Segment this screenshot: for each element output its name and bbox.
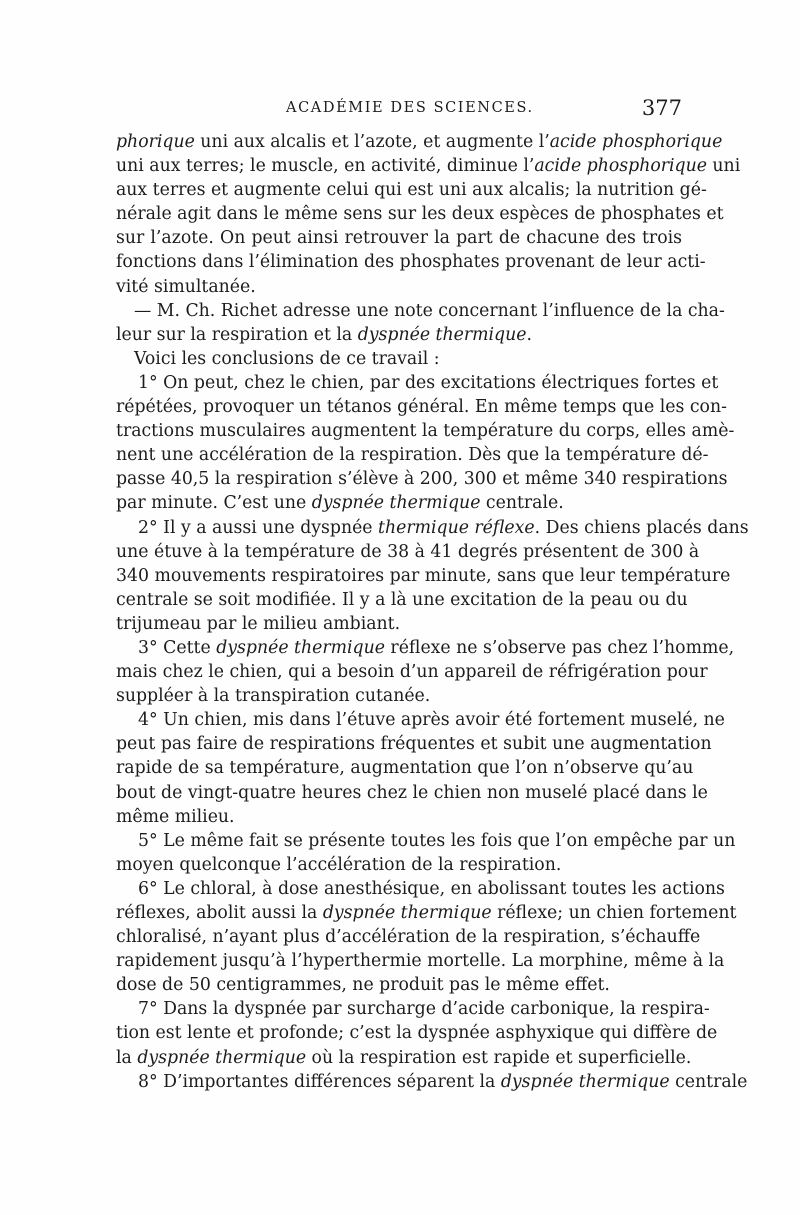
text-line: tion est lente et profonde; c’est la dyspnée asphyxique qui diffère de xyxy=(116,1023,718,1044)
text-line: tractions musculaires augmentent la température du corps, elles amè- xyxy=(116,421,735,442)
text-line: moyen quelconque l’accélération de la respiration. xyxy=(116,854,562,875)
text-line: réflexes, abolit aussi la dyspnée thermique réflexe; un chien fortement xyxy=(116,903,737,923)
text-line: 2° Il y a aussi une dyspnée thermique réflexe. Des chiens placés dans xyxy=(138,517,749,538)
running-title: ACADÉMIE DES SCIENCES. xyxy=(286,100,534,116)
text-line: 8° D’importantes différences séparent la dyspnée thermique centrale xyxy=(138,1071,748,1092)
text-line: passe 40,5 la respiration s’élève à 200, 300 et même 340 respirations xyxy=(116,469,728,490)
text-line: 1° On peut, chez le chien, par des excitations électriques fortes et xyxy=(138,372,719,393)
text-line: rapide de sa température, augmentation que l’on n’observe qu’au xyxy=(116,758,694,779)
text-line: nent une accélération de la respiration. Dès que la température dé- xyxy=(116,445,709,466)
text-line: suppléer à la transpiration cutanée. xyxy=(116,686,431,707)
text-line: trijumeau par le milieu ambiant. xyxy=(116,613,401,634)
text-line: 6° Le chloral, à dose anesthésique, en abolissant toutes les actions xyxy=(138,878,725,899)
text-line: 3° Cette dyspnée thermique réflexe ne s’observe pas chez l’homme, xyxy=(138,637,735,658)
text-line: 5° Le même fait se présente toutes les fois que l’on empêche par un xyxy=(138,830,736,851)
text-line: vité simultanée. xyxy=(116,276,256,297)
text-line: la dyspnée thermique où la respiration est rapide et superficielle. xyxy=(116,1047,692,1068)
text-line: 7° Dans la dyspnée par surcharge d’acide carbonique, la respira- xyxy=(138,999,710,1020)
body-text xyxy=(116,130,749,1094)
text-line: sur l’azote. On peut ainsi retrouver la part de chacune des trois xyxy=(116,228,682,249)
text-line: dose de 50 centigrammes, ne produit pas le même effet. xyxy=(116,975,610,996)
text-line: bout de vingt-quatre heures chez le chien non muselé placé dans le xyxy=(116,782,708,803)
text-line: uni aux terres; le muscle, en activité, diminue l’acide phosphorique uni xyxy=(116,156,741,177)
text-line: — M. Ch. Richet adresse une note concernant l’influence de la cha- xyxy=(134,300,725,321)
text-line: peut pas faire de respirations fréquentes et subit une augmentation xyxy=(116,734,712,755)
text-line: par minute. C’est une dyspnée thermique centrale. xyxy=(116,493,564,514)
text-line: 4° Un chien, mis dans l’étuve après avoir été fortement muselé, ne xyxy=(138,710,725,731)
page-header xyxy=(116,96,682,126)
text-line: rapidement jusqu’à l’hyperthermie mortelle. La morphine, même à la xyxy=(116,951,725,972)
text-line: phorique uni aux alcalis et l’azote, et augmente l’acide phosphorique xyxy=(116,132,723,152)
text-line: leur sur la respiration et la dyspnée thermique. xyxy=(116,324,532,345)
text-line: répétées, provoquer un tétanos général. En même temps que les con- xyxy=(116,397,727,418)
text-line: aux terres et augmente celui qui est uni aux alcalis; la nutrition gé- xyxy=(116,180,707,201)
page-number: 377 xyxy=(641,96,682,120)
text-line: 340 mouvements respiratoires par minute, sans que leur température xyxy=(116,565,731,586)
text-line: nérale agit dans le même sens sur les deux espèces de phosphates et xyxy=(116,204,724,225)
text-line: chloralisé, n’ayant plus d’accélération de la respiration, s’échauffe xyxy=(116,927,701,948)
text-line: fonctions dans l’élimination des phosphates provenant de leur acti- xyxy=(116,252,706,273)
text-line: même milieu. xyxy=(116,806,235,827)
text-line: mais chez le chien, qui a besoin d’un appareil de réfrigération pour xyxy=(116,662,708,683)
text-line: Voici les conclusions de ce travail : xyxy=(134,348,440,369)
text-line: une étuve à la température de 38 à 41 degrés présentent de 300 à xyxy=(116,541,700,562)
text-line: centrale se soit modifiée. Il y a là une excitation de la peau ou du xyxy=(116,589,688,610)
